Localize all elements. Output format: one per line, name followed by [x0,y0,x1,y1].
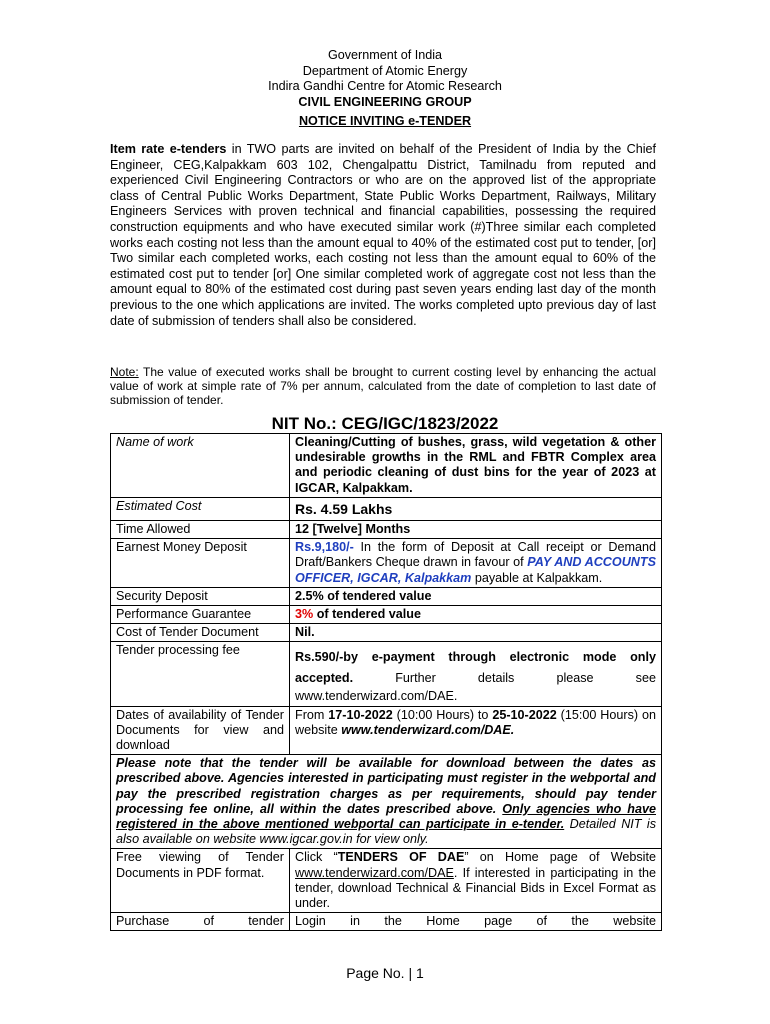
letterhead [110,48,660,130]
table-row [111,434,662,498]
row-label-dates: Dates of availability of Tender Documents for view and download [111,706,290,755]
row-label-name-of-work: Name of work [111,434,290,498]
dates-from-time: (10:00 Hours) to [392,707,493,722]
table-row [111,706,662,755]
intro-lead: Item rate e-tenders [110,142,227,156]
table-row [111,587,662,605]
emd-payee: PAY AND ACCOUNTS OFFICER, IGCAR, Kalpakkam [295,555,656,585]
row-value-dates [290,706,662,755]
row-label-performance-guarantee: Performance Guarantee [111,606,290,624]
please-note-text: Please note that the tender will be available for download between the dates as prescribed above. Agencies interested in participating must register in the webportal and pay the prescribed registration charges as per requirements, should pay tender processing fee online, all within the dates prescribed above. [116,756,656,816]
emd-text-end: payable at Kalpakkam. [471,570,603,585]
intro-paragraph [110,142,656,329]
row-label-processing-fee: Tender processing fee [111,642,290,706]
row-label-estimated-cost: Estimated Cost [111,497,290,520]
processing-fee-details: Further details please see www.tenderwizard.com/DAE. [295,671,656,704]
processing-fee-amount: Rs.590/-by e-payment through electronic mode only accepted. [295,650,656,686]
dates-website: www.tenderwizard.com/DAE. [341,722,515,737]
row-label-cost-of-document: Cost of Tender Document [111,624,290,642]
emd-amount: Rs.9,180/- [295,540,354,555]
row-label-security-deposit: Security Deposit [111,587,290,605]
row-value-time-allowed: 12 [Twelve] Months [290,521,662,539]
emd-text: In the form of Deposit at Call receipt or Demand Draft/Bankers Cheque drawn in favour of [295,540,656,570]
performance-guarantee-text: of tendered value [313,607,421,622]
note-label: Note: [110,365,139,379]
row-value-estimated-cost: Rs. 4.59 Lakhs [290,497,662,520]
row-value-free-viewing [290,849,662,913]
free-viewing-click: Click “ [295,850,338,865]
tenderwizard-link[interactable]: www.tenderwizard.com/DAE [295,865,454,880]
table-row [111,497,662,520]
dates-from-prefix: From [295,707,329,722]
row-value-performance-guarantee [290,606,662,624]
performance-guarantee-percent: 3% [295,607,314,622]
row-value-emd [290,539,662,588]
please-note-row [111,755,662,849]
row-value-cost-of-document: Nil. [290,624,662,642]
header-line-department: Department of Atomic Energy [302,63,468,78]
row-value-name-of-work: Cleaning/Cutting of bushes, grass, wild vegetation & other undesirable growths in the RML and FBTR Complex area and periodic cleaning of dust bins for the year of 2023 at IGCAR, Kalpakkam. [290,434,662,498]
table-row [111,755,662,849]
free-viewing-tenders-of-dae: TENDERS OF DAE [337,850,465,865]
please-note-nit: Detailed NIT is also available on website www.igcar.gov.in for view only. [116,817,656,847]
row-label-purchase: Purchase of tender [111,913,290,931]
header-line-government: Government of India [327,48,443,62]
row-label-emd: Earnest Money Deposit [111,539,290,588]
table-row [111,606,662,624]
header-line-centre: Indira Gandhi Centre for Atomic Research [268,79,502,93]
row-label-free-viewing: Free viewing of Tender Documents in PDF format. [111,849,290,913]
row-value-processing-fee [290,642,662,706]
table-row [111,539,662,588]
page-number: Page No. | 1 [346,965,424,981]
header-group: CIVIL ENGINEERING GROUP [298,94,472,109]
table-row [111,913,662,931]
intro-body: in TWO parts are invited on behalf of the President of India by the Chief Engineer, CEG,Kalpakkam 603 102, Chengalpattu District, Tamilnadu from reputed and experienced Civil Engineering Contractors or who are on the approved list of the appropriate class of Central Public Works Department, State Public Works Department, Railways, Military Engineers Services with proven technical and financial capabilities, possessing the required construction equipments and who have executed similar work (#)Three similar each completed works each costing not less than the amount equal to 40% of the estimated cost put to tender, [or] Two similar each completed works, each costing not less than the amount equal to 60% of the estimated cost put to tender [or] One similar completed work of aggregate cost not less than the amount equal to 80% of the estimated cost during past seven years ending last day of the month previous to the one which applications are invited. The works completed upto previous day of last date of submission of tenders shall also be considered. [110,142,657,328]
row-value-security-deposit: 2.5% of tendered value [290,587,662,605]
please-note-registered: Only agencies who have registered in the above mentioned webportal can participate in e-tender. [116,801,656,832]
row-label-time-allowed: Time Allowed [111,521,290,539]
dates-to-date: 25-10-2022 [492,707,557,722]
nit-number: NIT No.: CEG/IGC/1823/2022 [271,414,499,433]
table-row [111,521,662,539]
dates-to-time: (15:00 Hours) on website [295,707,656,737]
dates-from-date: 17-10-2022 [328,707,393,722]
row-value-purchase: Login in the Home page of the website [290,913,662,931]
table-row [111,849,662,913]
note-text: The value of executed works shall be brought to current costing level by enhancing the actual value of work at simple rate of 7% per annum, calculated from the date of completion to last date of submission of tender. [110,365,656,408]
free-viewing-instructions: . If interested in participating in the tender, download Technical & Financial Bids in Excel Format as under. [295,865,656,911]
table-row [111,642,662,706]
table-row [111,624,662,642]
note-paragraph [110,365,656,408]
free-viewing-home-page: ” on Home page of Website [464,850,656,865]
tender-details-table [110,433,662,931]
notice-title: NOTICE INVITING e-TENDER [298,114,472,128]
